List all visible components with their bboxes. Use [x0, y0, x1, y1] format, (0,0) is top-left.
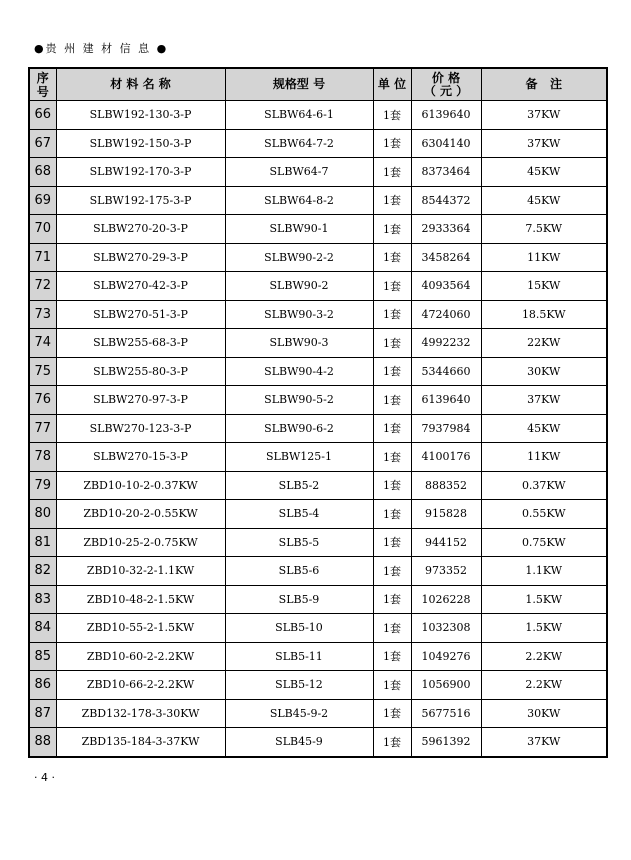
cell-name: ZBD132-178-3-30KW	[56, 699, 225, 728]
cell-name: ZBD10-32-2-1.1KW	[56, 557, 225, 586]
cell-price: 1049276	[411, 642, 481, 671]
cell-unit: 1套	[373, 101, 411, 130]
cell-unit: 1套	[373, 728, 411, 757]
cell-price: 6304140	[411, 129, 481, 158]
cell-unit: 1套	[373, 699, 411, 728]
cell-unit: 1套	[373, 585, 411, 614]
cell-price: 5961392	[411, 728, 481, 757]
cell-price: 1056900	[411, 671, 481, 700]
table-row	[29, 300, 607, 329]
cell-price: 1026228	[411, 585, 481, 614]
cell-no: 73	[29, 300, 56, 329]
cell-note: 22KW	[481, 329, 607, 358]
table-row	[29, 557, 607, 586]
column-header-unit: 单 位	[373, 68, 411, 101]
cell-spec: SLBW64-7-2	[225, 129, 373, 158]
column-header-spec: 规格型 号	[225, 68, 373, 101]
table-row	[29, 414, 607, 443]
table-row	[29, 215, 607, 244]
cell-no: 82	[29, 557, 56, 586]
table-row	[29, 329, 607, 358]
cell-price: 973352	[411, 557, 481, 586]
cell-price: 5344660	[411, 357, 481, 386]
cell-price: 4724060	[411, 300, 481, 329]
cell-no: 83	[29, 585, 56, 614]
cell-price: 8373464	[411, 158, 481, 187]
cell-no: 77	[29, 414, 56, 443]
cell-unit: 1套	[373, 671, 411, 700]
cell-spec: SLB5-2	[225, 471, 373, 500]
table-row	[29, 699, 607, 728]
cell-note: 7.5KW	[481, 215, 607, 244]
cell-unit: 1套	[373, 642, 411, 671]
cell-no: 86	[29, 671, 56, 700]
cell-note: 37KW	[481, 728, 607, 757]
cell-name: SLBW270-15-3-P	[56, 443, 225, 472]
cell-name: SLBW255-80-3-P	[56, 357, 225, 386]
cell-no: 81	[29, 528, 56, 557]
table-row	[29, 101, 607, 130]
cell-spec: SLB45-9	[225, 728, 373, 757]
table-row	[29, 443, 607, 472]
cell-no: 85	[29, 642, 56, 671]
cell-name: SLBW270-29-3-P	[56, 243, 225, 272]
cell-name: SLBW270-51-3-P	[56, 300, 225, 329]
cell-unit: 1套	[373, 300, 411, 329]
cell-name: SLBW270-42-3-P	[56, 272, 225, 301]
cell-note: 15KW	[481, 272, 607, 301]
column-header-name: 材 料 名 称	[56, 68, 225, 101]
table-row	[29, 585, 607, 614]
column-header-price-line1: 价 格	[431, 70, 461, 85]
cell-no: 70	[29, 215, 56, 244]
cell-name: SLBW192-150-3-P	[56, 129, 225, 158]
table-row	[29, 728, 607, 757]
cell-note: 11KW	[481, 443, 607, 472]
cell-no: 74	[29, 329, 56, 358]
cell-name: SLBW270-97-3-P	[56, 386, 225, 415]
cell-price: 3458264	[411, 243, 481, 272]
cell-price: 2933364	[411, 215, 481, 244]
cell-spec: SLBW90-2-2	[225, 243, 373, 272]
cell-spec: SLB5-11	[225, 642, 373, 671]
table-row	[29, 158, 607, 187]
cell-name: ZBD10-55-2-1.5KW	[56, 614, 225, 643]
cell-note: 30KW	[481, 699, 607, 728]
column-header-no	[29, 68, 56, 101]
cell-unit: 1套	[373, 243, 411, 272]
table-row	[29, 671, 607, 700]
cell-unit: 1套	[373, 186, 411, 215]
table-row	[29, 357, 607, 386]
cell-no: 68	[29, 158, 56, 187]
cell-note: 45KW	[481, 414, 607, 443]
table-body	[29, 101, 607, 757]
cell-no: 80	[29, 500, 56, 529]
table-row	[29, 243, 607, 272]
cell-price: 944152	[411, 528, 481, 557]
cell-name: SLBW192-170-3-P	[56, 158, 225, 187]
cell-unit: 1套	[373, 500, 411, 529]
column-header-note: 备 注	[481, 68, 607, 101]
cell-spec: SLBW64-6-1	[225, 101, 373, 130]
cell-no: 75	[29, 357, 56, 386]
cell-note: 2.2KW	[481, 671, 607, 700]
table-row	[29, 642, 607, 671]
cell-unit: 1套	[373, 215, 411, 244]
cell-note: 45KW	[481, 158, 607, 187]
table-row	[29, 528, 607, 557]
cell-note: 45KW	[481, 186, 607, 215]
cell-name: SLBW270-123-3-P	[56, 414, 225, 443]
cell-name: ZBD10-48-2-1.5KW	[56, 585, 225, 614]
column-header-price	[411, 68, 481, 101]
table-row	[29, 614, 607, 643]
cell-unit: 1套	[373, 557, 411, 586]
cell-unit: 1套	[373, 614, 411, 643]
cell-unit: 1套	[373, 272, 411, 301]
cell-spec: SLBW90-5-2	[225, 386, 373, 415]
cell-name: SLBW192-130-3-P	[56, 101, 225, 130]
cell-note: 37KW	[481, 386, 607, 415]
cell-note: 37KW	[481, 129, 607, 158]
cell-note: 30KW	[481, 357, 607, 386]
cell-name: SLBW192-175-3-P	[56, 186, 225, 215]
cell-spec: SLBW125-1	[225, 443, 373, 472]
cell-no: 66	[29, 101, 56, 130]
cell-note: 0.37KW	[481, 471, 607, 500]
table-row	[29, 186, 607, 215]
cell-name: SLBW270-20-3-P	[56, 215, 225, 244]
cell-no: 67	[29, 129, 56, 158]
cell-unit: 1套	[373, 386, 411, 415]
cell-no: 84	[29, 614, 56, 643]
cell-name: ZBD10-66-2-2.2KW	[56, 671, 225, 700]
cell-price: 4100176	[411, 443, 481, 472]
cell-spec: SLBW90-3-2	[225, 300, 373, 329]
cell-name: ZBD10-10-2-0.37KW	[56, 471, 225, 500]
column-header-price-line2: （ 元 ）	[423, 83, 469, 98]
table-row	[29, 129, 607, 158]
cell-unit: 1套	[373, 329, 411, 358]
page-number: · 4 ·	[34, 771, 55, 784]
cell-unit: 1套	[373, 129, 411, 158]
cell-spec: SLB45-9-2	[225, 699, 373, 728]
cell-name: ZBD10-25-2-0.75KW	[56, 528, 225, 557]
table-header	[29, 68, 607, 101]
cell-price: 8544372	[411, 186, 481, 215]
cell-unit: 1套	[373, 357, 411, 386]
cell-no: 71	[29, 243, 56, 272]
publication-header: ●贵 州 建 材 信 息 ●	[34, 42, 169, 55]
cell-name: SLBW255-68-3-P	[56, 329, 225, 358]
cell-unit: 1套	[373, 528, 411, 557]
cell-no: 79	[29, 471, 56, 500]
cell-price: 4093564	[411, 272, 481, 301]
cell-note: 18.5KW	[481, 300, 607, 329]
cell-name: ZBD10-60-2-2.2KW	[56, 642, 225, 671]
cell-spec: SLB5-10	[225, 614, 373, 643]
cell-price: 1032308	[411, 614, 481, 643]
cell-note: 1.5KW	[481, 585, 607, 614]
cell-spec: SLBW90-4-2	[225, 357, 373, 386]
cell-unit: 1套	[373, 414, 411, 443]
cell-name: ZBD135-184-3-37KW	[56, 728, 225, 757]
cell-name: ZBD10-20-2-0.55KW	[56, 500, 225, 529]
cell-note: 2.2KW	[481, 642, 607, 671]
table-row	[29, 386, 607, 415]
cell-note: 0.75KW	[481, 528, 607, 557]
cell-no: 78	[29, 443, 56, 472]
cell-price: 6139640	[411, 386, 481, 415]
table-row	[29, 272, 607, 301]
cell-spec: SLB5-5	[225, 528, 373, 557]
table-row	[29, 500, 607, 529]
cell-price: 6139640	[411, 101, 481, 130]
cell-no: 88	[29, 728, 56, 757]
cell-price: 915828	[411, 500, 481, 529]
cell-no: 69	[29, 186, 56, 215]
cell-spec: SLBW90-2	[225, 272, 373, 301]
cell-price: 7937984	[411, 414, 481, 443]
cell-price: 4992232	[411, 329, 481, 358]
cell-spec: SLBW90-6-2	[225, 414, 373, 443]
cell-spec: SLB5-9	[225, 585, 373, 614]
cell-no: 72	[29, 272, 56, 301]
cell-note: 1.1KW	[481, 557, 607, 586]
cell-note: 0.55KW	[481, 500, 607, 529]
cell-spec: SLBW90-1	[225, 215, 373, 244]
cell-note: 37KW	[481, 101, 607, 130]
cell-spec: SLBW64-8-2	[225, 186, 373, 215]
cell-spec: SLBW64-7	[225, 158, 373, 187]
cell-spec: SLB5-6	[225, 557, 373, 586]
cell-unit: 1套	[373, 471, 411, 500]
cell-note: 1.5KW	[481, 614, 607, 643]
cell-unit: 1套	[373, 158, 411, 187]
cell-unit: 1套	[373, 443, 411, 472]
cell-no: 76	[29, 386, 56, 415]
table-row	[29, 471, 607, 500]
cell-spec: SLB5-4	[225, 500, 373, 529]
cell-note: 11KW	[481, 243, 607, 272]
cell-price: 888352	[411, 471, 481, 500]
price-table	[28, 67, 608, 758]
column-header-no-label: 序号	[36, 70, 49, 99]
cell-spec: SLBW90-3	[225, 329, 373, 358]
cell-no: 87	[29, 699, 56, 728]
cell-spec: SLB5-12	[225, 671, 373, 700]
cell-price: 5677516	[411, 699, 481, 728]
